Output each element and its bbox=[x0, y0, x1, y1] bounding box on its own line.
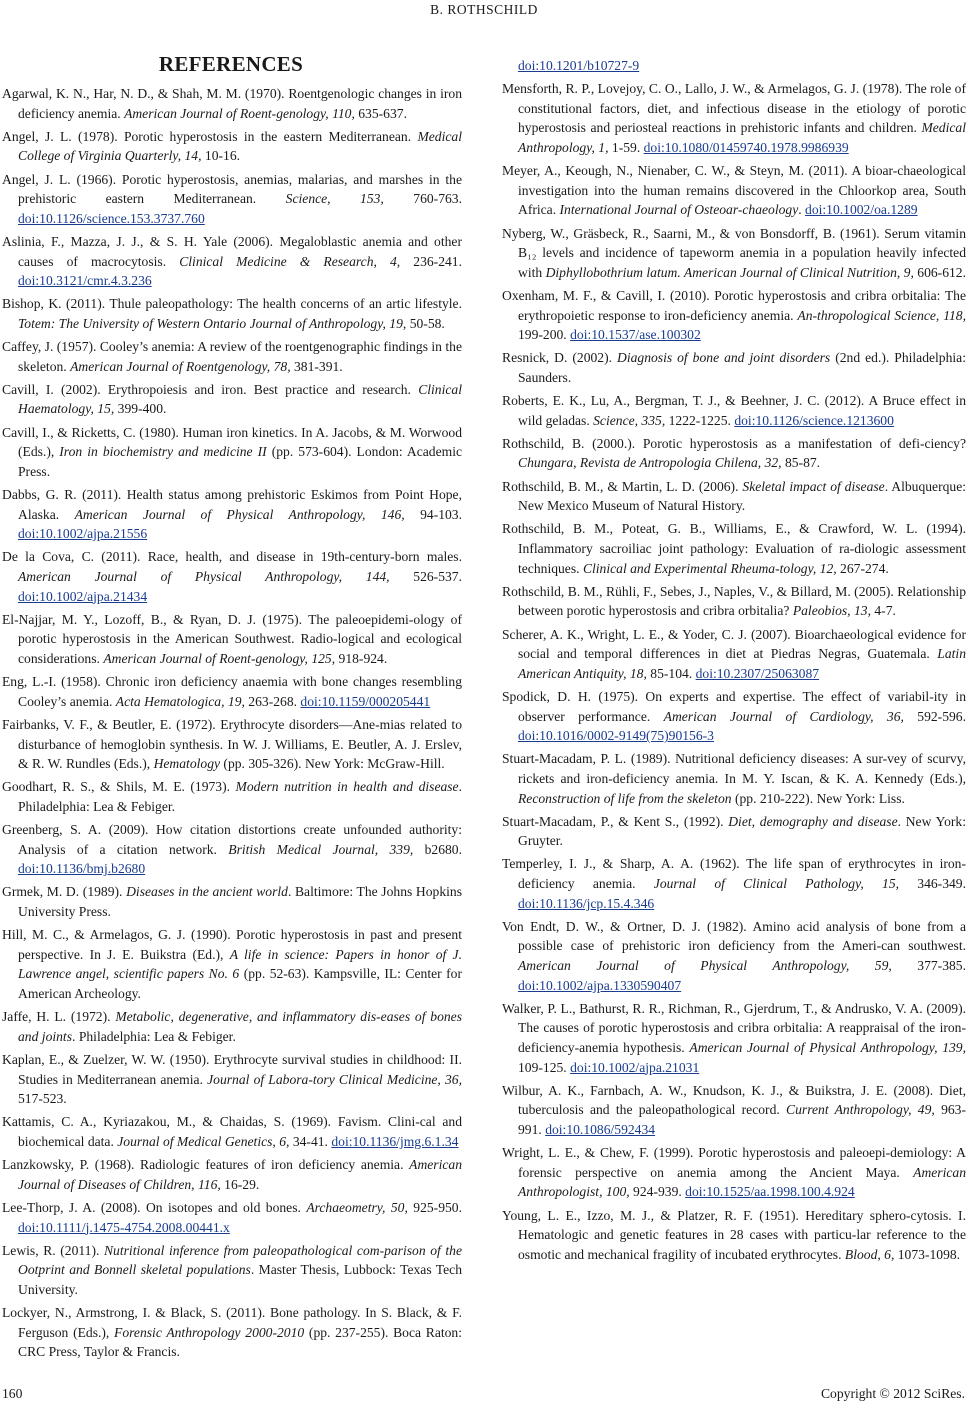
reference-tail: 924-939. bbox=[629, 1184, 686, 1200]
reference-text: Caffey, J. (1957). Cooley’s anemia: A review of the roentgenographic findings in the skeleton. bbox=[2, 339, 462, 374]
reference-text: Bishop, K. (2011). Thule paleopathology: The health concerns of an artic lifestyle. bbox=[2, 296, 462, 312]
reference-text: Grmek, M. D. (1989). bbox=[2, 884, 127, 900]
reference-entry bbox=[502, 519, 966, 578]
reference-tail: 16-29. bbox=[220, 1176, 260, 1192]
reference-text: Young, L. E., Izzo, M. J., & Platzer, R. F. (1951). Hereditary sphero-cytosis. I. Hematologic and genetic features in 28 cases with particu-lar reference to the osmotic and mechanical fragility of incubated erythrocytes. bbox=[502, 1207, 966, 1262]
reference-entry bbox=[2, 485, 462, 544]
reference-tail: . Master Thesis, Lubbock: Texas Tech University. bbox=[18, 1262, 462, 1297]
reference-source: Archaeometry, 50, bbox=[306, 1199, 408, 1215]
reference-source: American Journal of Roent-genology, 110, bbox=[124, 105, 355, 121]
doi-link[interactable]: doi:10.1201/b10727-9 bbox=[518, 58, 640, 73]
reference-entry bbox=[2, 1112, 462, 1151]
reference-text: Temperley, I. J., & Sharp, A. A. (1962). The life span of erythrocytes in iron-deficiency anemia. bbox=[502, 856, 966, 892]
reference-source: Modern nutrition in health and disease bbox=[235, 779, 459, 795]
reference-tail: 1-59. bbox=[608, 139, 644, 155]
reference-tail: . bbox=[798, 202, 806, 218]
reference-source: Skeletal impact of disease bbox=[742, 478, 885, 494]
reference-source: Current Anthropology, 49, bbox=[786, 1102, 935, 1118]
reference-text: Kattamis, C. A., Kyriazakou, M., & Chaidas, S. (1969). Favism. Clini-cal and biochemical data. bbox=[2, 1114, 462, 1149]
reference-text: Lee-Thorp, J. A. (2008). On isotopes and old bones. bbox=[2, 1199, 307, 1215]
reference-text: Fairbanks, V. F., & Beutler, E. (1972). Erythrocyte disorders—Ane-mias related to disturbance of hemoglobin synthesis. In W. J. Williams, E. Beutler, A. J. Erslev, & R. W. Rundles (Eds.), bbox=[2, 716, 462, 772]
reference-source: Iron in biochemistry and medicine II bbox=[59, 444, 267, 460]
reference-tail: 635-637. bbox=[354, 105, 407, 121]
reference-source: Totem: The University of Western Ontario Journal of Anthropology, 19, bbox=[18, 315, 407, 331]
doi-link[interactable]: doi:10.1111/j.1475-4754.2008.00441.x bbox=[18, 1219, 230, 1235]
reference-tail: 10-16. bbox=[201, 148, 241, 164]
reference-source: Diet, demography and disease bbox=[728, 813, 898, 829]
reference-entry bbox=[2, 1303, 462, 1362]
reference-text: Oxenham, M. F., & Cavill, I. (2010). Porotic hyperostosis and cribra orbitalia: The erythropoietic response to iron-deficiency anemia. bbox=[502, 287, 966, 323]
reference-entry bbox=[502, 434, 966, 473]
reference-entry bbox=[2, 1241, 462, 1300]
reference-text: Roberts, E. K., Lu, A., Bergman, T. J., & Beehner, J. C. (2012). A Bruce effect in wild geladas. bbox=[502, 393, 966, 428]
reference-text: Rothschild, B. (2000.). Porotic hyperostosis as a manifestation of defi-ciency? bbox=[502, 435, 966, 451]
reference-entry bbox=[2, 1007, 462, 1046]
reference-entry bbox=[2, 820, 462, 879]
reference-entry bbox=[502, 477, 966, 516]
reference-text: Nyberg, W., Gräsbeck, R., Saarni, M., & von Bonsdorff, B. (1961). Serum vitamin B₁₂ levels and incidence of tapeworm anemia in a population heavily infected with bbox=[502, 225, 966, 280]
reference-tail: . New York: Gruyter. bbox=[518, 813, 966, 849]
reference-tail: 263-268. bbox=[244, 693, 301, 709]
reference-entry bbox=[2, 423, 462, 482]
reference-text: Meyer, A., Keough, N., Nienaber, C. W., & Steyn, M. (2011). A bioar-chaeological investigation into the human remains discovered in the Chloorkop area, South Africa. bbox=[502, 163, 966, 218]
reference-tail: . Baltimore: The Johns Hopkins University Press. bbox=[18, 884, 462, 920]
reference-entry bbox=[2, 337, 462, 376]
doi-link[interactable]: doi:10.1002/ajpa.1330590407 bbox=[518, 977, 682, 993]
reference-entry bbox=[502, 79, 966, 157]
reference-entry bbox=[2, 232, 462, 291]
reference-source: American Journal of Physical Anthropology, 139, bbox=[689, 1040, 966, 1055]
reference-text: Von Endt, D. W., & Ortner, D. J. (1982). Amino acid analysis of bone from a possible case of prehistoric iron deficiency from the Ameri-can southwest. bbox=[502, 918, 966, 954]
reference-tail: 346-349. bbox=[899, 876, 966, 892]
reference-source: Journal of Medical Genetics, 6, bbox=[117, 1133, 290, 1149]
reference-source: Journal of Labora-tory Clinical Medicine, 36, bbox=[207, 1071, 462, 1087]
reference-tail: 963-991. bbox=[518, 1102, 966, 1137]
reference-text: Rothschild, B. M., Rühli, F., Sebes, J., Naples, V., & Billard, M. (2005). Relationship between porotic hyperostosis and cribra orbitalia? bbox=[502, 583, 966, 619]
reference-source: American Journal of Diseases of Children, 116, bbox=[18, 1157, 462, 1192]
doi-link[interactable]: doi:10.1136/jmg.6.1.34 bbox=[331, 1133, 459, 1149]
reference-source: American Journal of Physical Anthropology, 146, bbox=[74, 506, 405, 522]
reference-entry bbox=[2, 380, 462, 419]
reference-entry bbox=[502, 224, 966, 283]
reference-tail: 34-41. bbox=[289, 1133, 332, 1149]
doi-link[interactable]: doi:10.1080/01459740.1978.9986939 bbox=[643, 139, 849, 155]
reference-text: Stuart-Macadam, P., & Kent S., (1992). bbox=[502, 813, 729, 829]
reference-tail: 85-104. bbox=[646, 665, 696, 681]
reference-source: Medical College of Virginia Quarterly, 14, bbox=[18, 128, 462, 164]
doi-link[interactable]: doi:10.1126/science.153.3737.760 bbox=[18, 210, 205, 226]
references-right-column bbox=[502, 56, 966, 1268]
reference-entry bbox=[502, 56, 966, 76]
reference-entry bbox=[2, 777, 462, 816]
reference-source: Science, 335, bbox=[593, 412, 666, 428]
doi-link[interactable]: doi:10.1136/bmj.b2680 bbox=[18, 861, 146, 877]
reference-tail: (2nd ed.). Philadelphia: Saunders. bbox=[518, 350, 966, 385]
reference-tail: (pp. 573-604). London: Academic Press. bbox=[18, 444, 463, 479]
doi-link[interactable]: doi:10.1002/oa.1289 bbox=[805, 202, 918, 218]
reference-text: Kaplan, E., & Zuelzer, W. W. (1950). Erythrocyte survival studies in childhood: II. Studies in Mediterranean anemia. bbox=[2, 1052, 462, 1087]
reference-tail: 94-103. bbox=[404, 506, 463, 522]
reference-tail: 4-7. bbox=[870, 603, 896, 619]
reference-entry bbox=[502, 917, 966, 995]
reference-text: El-Najjar, M. Y., Lozoff, B., & Ryan, D. J. (1975). The paleoepidemi-ology of porotic hyperostosis in the American Southwest. Radio-logical and ecological considerations. bbox=[2, 611, 462, 666]
reference-source: Latin American Antiquity, 18, bbox=[518, 646, 966, 681]
reference-tail: 267-274. bbox=[836, 560, 889, 576]
reference-source: Science, 153, bbox=[285, 191, 384, 207]
reference-entry bbox=[502, 391, 966, 430]
reference-source: Metabolic, degenerative, and inflammatory dis-eases of bones and joints bbox=[18, 1009, 463, 1044]
reference-tail: . Philadelphia: Lea & Febiger. bbox=[18, 779, 462, 814]
doi-link[interactable]: doi:10.1525/aa.1998.100.4.924 bbox=[685, 1184, 855, 1200]
reference-text: Lewis, R. (2011). bbox=[2, 1242, 104, 1258]
reference-tail: 199-200. bbox=[518, 327, 571, 343]
reference-source: Reconstruction of life from the skeleton bbox=[518, 790, 732, 806]
reference-entry bbox=[2, 127, 462, 166]
doi-link[interactable]: doi:10.1159/000205441 bbox=[300, 693, 431, 709]
reference-text: Resnick, D. (2002). bbox=[502, 350, 617, 366]
reference-text: Stuart-Macadam, P. L. (1989). Nutritional deficiency diseases: A sur-vey of scurvy, rickets and iron-deficiency anemia. In M. Y. Iscan, & K. A. Kennedy (Eds.), bbox=[502, 751, 966, 786]
running-head: B. ROTHSCHILD bbox=[430, 2, 538, 17]
doi-link[interactable]: doi:10.1136/jcp.15.4.346 bbox=[518, 895, 655, 911]
reference-tail: 1073-1098. bbox=[894, 1246, 961, 1262]
reference-tail: b2680. bbox=[413, 841, 463, 857]
reference-tail: (pp. 210-222). New York: Liss. bbox=[731, 790, 905, 806]
reference-source: A life in science: Papers in honor of J. Lawrence angel, scientific papers No. 6 bbox=[18, 946, 462, 982]
reference-entry bbox=[502, 161, 966, 220]
reference-entry bbox=[2, 610, 462, 669]
reference-entry bbox=[502, 1143, 966, 1202]
reference-text: Greenberg, S. A. (2009). How citation distortions create unfounded authority: Analysis of a citation network. bbox=[2, 822, 462, 857]
page-number: 160 bbox=[2, 1386, 23, 1401]
reference-entry bbox=[502, 854, 966, 913]
reference-tail: . Albuquerque: New Mexico Museum of Natural History. bbox=[518, 478, 967, 514]
doi-link[interactable]: doi:10.1537/ase.100302 bbox=[570, 327, 701, 343]
doi-link[interactable]: doi:10.1126/science.1213600 bbox=[734, 412, 894, 428]
reference-source: British Medical Journal, 339, bbox=[228, 841, 414, 857]
reference-tail: (pp. 52-63). Kampsville, IL: Center for American Archeology. bbox=[18, 966, 462, 1002]
reference-text: Rothschild, B. M., Poteat, G. B., Williams, E., & Crawford, W. L. (1994). Inflammatory sacroiliac joint pathology: Evaluation of ra-diologic assessment techniques. bbox=[502, 521, 966, 576]
reference-tail: 109-125. bbox=[518, 1059, 571, 1075]
reference-entry bbox=[502, 812, 966, 851]
reference-entry bbox=[502, 582, 966, 621]
reference-source: Journal of Clinical Pathology, 15, bbox=[653, 876, 900, 892]
reference-tail: 85-87. bbox=[781, 455, 821, 471]
reference-entry bbox=[2, 84, 462, 123]
section-title: REFERENCES bbox=[158, 52, 304, 76]
reference-entry bbox=[502, 1081, 966, 1140]
reference-entry bbox=[502, 687, 966, 746]
reference-entry bbox=[2, 925, 462, 1003]
reference-entry bbox=[2, 170, 462, 229]
reference-text: Lockyer, N., Armstrong, I. & Black, S. (2011). Bone pathology. In S. Black, & F. Ferguson (Eds.), bbox=[2, 1305, 462, 1340]
reference-source: Chungara, Revista de Antropologia Chilena, 32, bbox=[518, 455, 782, 471]
reference-text: Rothschild, B. M., & Martin, L. D. (2006). bbox=[502, 478, 743, 494]
reference-text: Aslinia, F., Mazza, J. J., & S. H. Yale (2006). Megaloblastic anemia and other causes of macrocytosis. bbox=[2, 233, 462, 269]
reference-source: American Journal of Physical Anthropology, 144, bbox=[18, 569, 390, 584]
reference-text: Agarwal, K. N., Har, N. D., & Shah, M. M. (1970). Roentgenologic changes in iron deficiency anemia. bbox=[2, 86, 462, 121]
reference-tail: 606-612. bbox=[913, 264, 966, 280]
reference-tail: (pp. 237-255). Boca Raton: CRC Press, Taylor & Francis. bbox=[18, 1324, 463, 1360]
reference-text: Eng, L.-I. (1958). Chronic iron deficiency anaemia with bone changes resembling Cooley’s anemia. bbox=[2, 674, 462, 709]
reference-tail: 50-58. bbox=[406, 315, 445, 331]
reference-source: Acta Hematologica, 19, bbox=[115, 693, 245, 709]
reference-source: Hematology bbox=[153, 756, 221, 772]
reference-entry bbox=[502, 625, 966, 684]
reference-tail: 381-391. bbox=[290, 358, 343, 374]
reference-entry bbox=[2, 1050, 462, 1109]
reference-tail: (pp. 305-326). New York: McGraw-Hill. bbox=[220, 756, 445, 772]
reference-entry bbox=[2, 715, 462, 774]
references-left-column bbox=[2, 84, 462, 1365]
reference-entry bbox=[2, 1155, 462, 1194]
reference-text: Wright, L. E., & Chew, F. (1999). Porotic hyperostosis and paleoepi-demiology: A forensic perspective on anemia among the Ancient Maya. bbox=[502, 1145, 966, 1180]
reference-source: Diphyllobothrium latum. American Journal of Clinical Nutrition, 9, bbox=[545, 264, 914, 280]
reference-source: Paleobios, 13, bbox=[792, 603, 871, 619]
reference-source: Forensic Anthropology 2000-2010 bbox=[114, 1324, 305, 1340]
reference-text: Mensforth, R. P., Lovejoy, C. O., Lallo, J. W., & Armelagos, G. J. (1978). The role of constitutional factors, diet, and infectious disease in the etiology of porotic hyperostosis and periosteal reactions in prehistoric infants and children. bbox=[502, 81, 966, 136]
reference-tail: 592-596. bbox=[903, 708, 967, 724]
reference-text: De la Cova, C. (2011). Race, health, and disease in 19th-century-born males. bbox=[2, 549, 462, 565]
doi-link[interactable]: doi:10.1002/ajpa.21556 bbox=[18, 526, 148, 542]
reference-text: Hill, M. C., & Armelagos, G. J. (1990). Porotic hyperostosis in past and present perspective. In J. E. Buikstra (Ed.), bbox=[2, 927, 462, 962]
reference-text: Jaffe, H. L. (1972). bbox=[2, 1009, 116, 1025]
reference-entry bbox=[2, 1198, 462, 1237]
reference-text: Wilbur, A. K., Farnbach, A. W., Knudson, K. J., & Buikstra, J. E. (2008). Diet, tuberculosis and the paleopathological record. bbox=[502, 1082, 966, 1118]
reference-text: Angel, J. L. (1978). Porotic hyperostosis in the eastern Mediterranean. bbox=[2, 128, 418, 144]
reference-text: Angel, J. L. (1966). Porotic hyperostosis, anemias, malarias, and marshes in the prehistoric eastern Mediterranean. bbox=[2, 171, 462, 207]
reference-tail: 760-763. bbox=[383, 191, 462, 207]
copyright-notice: Copyright © 2012 SciRes. bbox=[820, 1386, 965, 1401]
reference-source: Nutritional inference from paleopathological com-parison of the Ootprint and Bonnell skeletal populations bbox=[18, 1242, 462, 1278]
doi-link[interactable]: doi:10.1016/0002-9149(75)90156-3 bbox=[518, 728, 714, 744]
reference-entry bbox=[502, 749, 966, 808]
reference-tail: 918-924. bbox=[335, 650, 388, 666]
reference-entry bbox=[502, 1206, 966, 1265]
reference-source: Clinical Medicine & Research, 4, bbox=[179, 253, 401, 269]
reference-entry bbox=[2, 882, 462, 921]
doi-link[interactable]: doi:10.2307/25063087 bbox=[695, 665, 820, 681]
reference-source: Clinical Haematology, 15, bbox=[18, 381, 462, 417]
reference-entry bbox=[2, 294, 462, 333]
reference-tail: 377-385. bbox=[891, 958, 966, 974]
reference-tail: 517-523. bbox=[18, 1091, 67, 1107]
doi-link[interactable]: doi:10.3121/cmr.4.3.236 bbox=[18, 273, 152, 289]
reference-text: Scherer, A. K., Wright, L. E., & Yoder, C. J. (2007). Bioarchaeological evidence for social and temporal differences in diet at Piedras Negras, Guatemala. bbox=[502, 626, 966, 662]
doi-link[interactable]: doi:10.1086/592434 bbox=[545, 1121, 656, 1137]
reference-tail: 399-400. bbox=[114, 401, 167, 417]
reference-tail: 526-537. bbox=[389, 569, 462, 584]
reference-text: Spodick, D. H. (1975). On experts and expertise. The effect of variabil-ity in observer performance. bbox=[502, 688, 966, 724]
reference-tail: 1222-1225. bbox=[665, 412, 735, 428]
reference-tail: 236-241. bbox=[400, 253, 462, 269]
reference-source: Diseases in the ancient world bbox=[126, 884, 288, 900]
doi-link[interactable]: doi:10.1002/ajpa.21031 bbox=[570, 1059, 700, 1075]
reference-entry bbox=[502, 286, 966, 345]
reference-text: Lanzkowsky, P. (1968). Radiologic features of iron deficiency anemia. bbox=[2, 1157, 410, 1173]
reference-entry bbox=[502, 999, 966, 1077]
reference-source: American Journal of Cardiology, 36, bbox=[663, 708, 904, 724]
reference-source: American Journal of Physical Anthropology, 59, bbox=[518, 958, 892, 974]
reference-entry bbox=[2, 672, 462, 711]
reference-source: American Journal of Roentgenology, 78, bbox=[70, 358, 291, 374]
reference-text: Walker, P. L., Bathurst, R. R., Richman, R., Gjerdrum, T., & Andrusko, V. A. (2009). The causes of porotic hyperostosis and cribra orbitalia: A reappraisal of the iron-deficiency-anemia hypothesis. bbox=[502, 1000, 966, 1055]
reference-source: American Journal of Roent-genology, 125, bbox=[103, 650, 336, 666]
reference-source: Diagnosis of bone and joint disorders bbox=[617, 350, 831, 366]
reference-tail: . Philadelphia: Lea & Febiger. bbox=[72, 1028, 236, 1044]
reference-source: Clinical and Experimental Rheuma-tology, 12, bbox=[582, 560, 837, 576]
reference-entry bbox=[2, 547, 462, 606]
reference-source: An-thropological Science, 118, bbox=[797, 307, 966, 323]
reference-text: Cavill, I., & Ricketts, C. (1980). Human iron kinetics. In A. Jacobs, & M. Worwood (Eds.), bbox=[2, 424, 462, 460]
reference-entry bbox=[502, 348, 966, 387]
reference-text: Goodhart, R. S., & Shils, M. E. (1973). bbox=[2, 779, 236, 795]
doi-link[interactable]: doi:10.1002/ajpa.21434 bbox=[18, 588, 148, 604]
reference-source: International Journal of Osteoar-chaeology bbox=[559, 202, 799, 218]
reference-source: Blood, 6, bbox=[844, 1246, 895, 1262]
reference-source: Medical Anthropology, 1, bbox=[518, 120, 966, 155]
reference-tail: 925-950. bbox=[407, 1199, 462, 1215]
reference-source: American Anthropologist, 100, bbox=[518, 1164, 966, 1200]
reference-text: Cavill, I. (2002). Erythropoiesis and iron. Best practice and research. bbox=[2, 381, 419, 397]
reference-text: Dabbs, G. R. (2011). Health status among prehistoric Eskimos from Point Hope, Alaska. bbox=[2, 487, 462, 522]
